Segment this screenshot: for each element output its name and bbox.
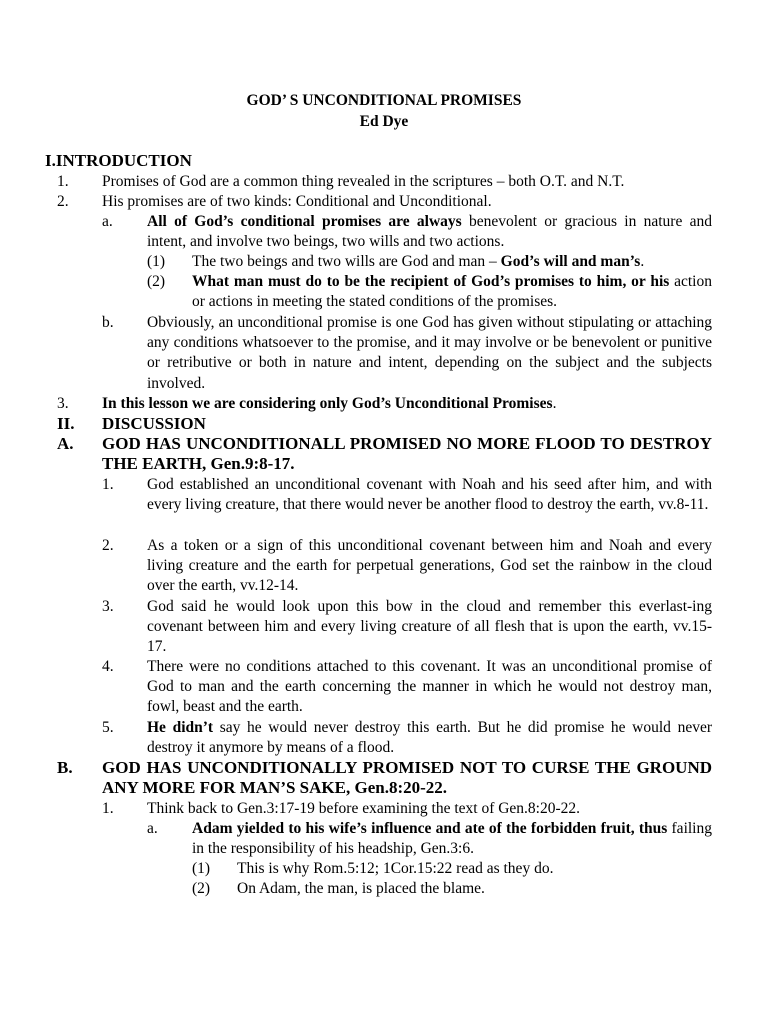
- section-number: II.: [57, 414, 75, 433]
- list-number: (1): [192, 860, 211, 877]
- emphasis-text: God’s will and man’s: [500, 253, 641, 270]
- emphasis-text: In this lesson we are considering only God’s Unconditional Promises: [102, 395, 553, 412]
- list-letter: b.: [102, 314, 114, 331]
- body-text: action or actions in meeting the stated conditions of the promises.: [192, 273, 712, 311]
- list-number: (2): [147, 273, 166, 290]
- emphasis-text: He didn’t: [147, 719, 214, 736]
- punctuation: .: [552, 395, 557, 412]
- section-heading-discussion: DISCUSSION: [102, 414, 206, 433]
- list-number: 1.: [102, 476, 114, 493]
- list-item-text: [147, 212, 712, 252]
- section-letter: A.: [57, 434, 74, 453]
- document-title: GOD’ S UNCONDITIONAL PROMISES: [246, 92, 522, 109]
- list-item-text: God said he would look upon this bow in the cloud and remember this everlast-ing covenant between him and every living creature of all flesh that is upon the earth, vv.15-17.: [147, 598, 712, 656]
- list-letter: a.: [102, 213, 113, 230]
- list-letter: a.: [147, 820, 158, 837]
- list-number: 1.: [57, 173, 69, 190]
- list-item-text: God established an unconditional covenant with Noah and his seed after him, and with every living creature, that there would never be another flood to destroy the earth, vv.8-11.: [147, 476, 712, 514]
- list-item-text: [192, 272, 712, 312]
- section-letter: B.: [57, 758, 73, 777]
- punctuation: .: [640, 253, 645, 270]
- body-text: The two beings and two wills are God and man –: [192, 253, 501, 270]
- list-item-text: Promises of God are a common thing revealed in the scriptures – both O.T. and N.T.: [102, 173, 625, 190]
- list-number: (2): [192, 880, 211, 897]
- body-text: failing in the responsibility of his headship, Gen.3:6.: [192, 820, 712, 858]
- list-item-text: His promises are of two kinds: Conditional and Unconditional.: [102, 193, 492, 210]
- body-text: say he would never destroy this earth. But he did promise he would never destroy it anymore by means of a flood.: [147, 719, 712, 757]
- list-item-text: [192, 819, 712, 859]
- section-b-heading: GOD HAS UNCONDITIONALLY PROMISED NOT TO CURSE THE GROUND ANY MORE FOR MAN’S SAKE, Gen.8:20-22.: [102, 758, 712, 798]
- list-number: 3.: [102, 598, 114, 615]
- list-item-text: This is why Rom.5:12; 1Cor.15:22 read as they do.: [237, 860, 554, 877]
- list-item-text: Think back to Gen.3:17-19 before examining the text of Gen.8:20-22.: [147, 800, 581, 817]
- list-number: 3.: [57, 395, 69, 412]
- emphasis-text: All of God’s conditional promises are always: [147, 213, 462, 230]
- list-item-text: Obviously, an unconditional promise is one God has given without stipulating or attaching any conditions whatsoever to the promise, and it may involve or be benevolent or punitive or retributive or both in nature and intent, depending on the subject and the subjects involved.: [147, 314, 712, 392]
- section-a-heading: GOD HAS UNCONDITIONALL PROMISED NO MORE FLOOD TO DESTROY THE EARTH, Gen.9:8-17.: [102, 434, 712, 474]
- emphasis-text: What man must do to be the recipient of God’s promises to him, or his: [192, 273, 670, 290]
- list-item-text: There were no conditions attached to this covenant. It was an unconditional promise of God to man and the earth concerning the manner in which he would not destroy man, fowl, beast and the earth.: [147, 658, 712, 716]
- list-number: 4.: [102, 658, 114, 675]
- list-item-text: On Adam, the man, is placed the blame.: [237, 880, 485, 897]
- emphasis-text: Adam yielded to his wife’s influence and ate of the forbidden fruit, thus: [192, 820, 668, 837]
- list-number: 1.: [102, 800, 114, 817]
- list-number: 2.: [102, 537, 114, 554]
- list-item-text: As a token or a sign of this unconditional covenant between him and Noah and every living creature and the earth for perpetual generations, God set the rainbow in the cloud over the earth, vv.12-14.: [147, 537, 712, 595]
- list-number: 5.: [102, 719, 114, 736]
- list-item-text: [192, 252, 712, 272]
- list-item-text: [102, 394, 722, 414]
- list-number: 2.: [57, 193, 69, 210]
- list-item-text: [147, 718, 712, 758]
- body-text: benevolent or gracious in nature and intent, and involve two beings, two wills and two actions.: [147, 213, 712, 251]
- list-number: (1): [147, 253, 166, 270]
- document-author: Ed Dye: [359, 113, 409, 130]
- section-heading-introduction: I.INTRODUCTION: [45, 151, 192, 170]
